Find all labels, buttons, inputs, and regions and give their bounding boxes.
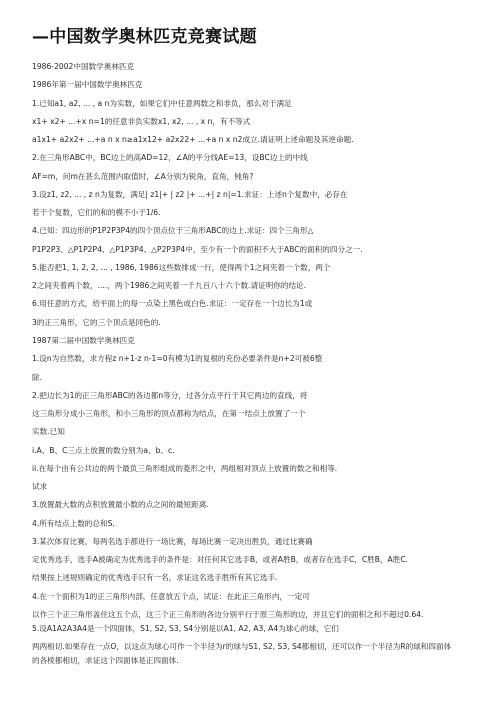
text-line: x1+ x2+ ...+x n=1的任意非负实数x1, x2, ... , x n，有不等式 [32, 116, 251, 126]
text-line: 实数.已知 [32, 427, 65, 437]
text-line: 两两相切.如果存在一点O，以这点为球心可作一个半径为r的球与S1, S2, S3, S4都相切，还可以作一个半径为R的球和四面体 [32, 642, 452, 652]
text-line: 2.把边长为1的正三角形ABC的各边都n等分，过各分点平行于其它两边的直线，将 [32, 390, 308, 400]
text-line: AF=m，问m在甚么范围内取值时，∠A分别为锐角，直角，钝角? [32, 171, 254, 181]
text-line: 5.设A1A2A3A4是一个四面体，S1, S2, S3, S4分别是以A1, A2, A3, A4为球心的球，它们 [32, 623, 339, 633]
text-line: 试求 [32, 482, 48, 492]
text-line: ii.在每个由有公共边的两个最负三角形组成的菱形之中，两组相对顶点上放置的数之和相等. [32, 463, 338, 473]
text-line: 除. [32, 372, 43, 382]
text-line: 1986-2002中国数学奥林匹克 [32, 62, 135, 71]
text-line: a1x1+ a2x2+ ...+a n x n≥a1x12+ a2x22+ ...+a n x n2成立.请证明上述命题及其逆命题. [32, 135, 354, 145]
text-line: P1P2P3、△P1P2P4、△P1P3P4、△P2P3P4中，至少有一个的面积不大于ABC的面积的四分之一. [32, 244, 363, 254]
text-line: 这三角形分成小三角形，和小三角形的顶点都称为结点，在第一结点上放置了一个 [32, 409, 306, 419]
text-line: 定优秀选手，选手A被确定为优秀选手的条件是：对任何其它选手B，或者A胜B，或者存在选手C，C胜B，A胜C. [32, 555, 409, 565]
document-body [32, 61, 478, 667]
text-line: 3.设z1, z2, ... , z n为复数，满足| z1|+ | z2 |+ ...+| z n|=1.求证：上述n个复数中，必存在 [32, 189, 348, 199]
text-line: 3.某次体育比赛，每两名选手都进行一场比赛，每场比赛一定决出胜负，通过比赛确 [32, 536, 313, 546]
text-line: 2之间夹着两个数，....，两个1986之间夹着一千九百八十六个数.请证明你的结论. [32, 281, 307, 291]
text-line: 4.已知：四边形的P1P2P3P4的四个顶点位于三角形ABC的边上.求证：四个三角形△ [32, 226, 314, 236]
text-line: 1987第二届中国数学奥林匹克 [32, 335, 135, 345]
document-title: —中国数学奥林匹克竞赛试题 [32, 27, 257, 47]
text-line: 的各棱都相切，求证这个四面体是正四面体. [32, 656, 179, 666]
text-line: i.A、B、C三点上放置的数分别为a、b、c. [32, 445, 175, 455]
text-line: 1.已知a1, a2, ... , a n为实数，如果它们中任意两数之和非负，那么对于满足 [32, 98, 292, 108]
text-line: 1986年第一届中国数学奥林匹克 [32, 80, 143, 90]
text-line: 以作三个正三角形盖住这五个点，这三个正三角形的各边分别平行于原三角形的边，并且它们的面积之和不超过0.64. [32, 609, 424, 619]
text-line: 1.设n为自然数，求方程z n+1-z n-1=0有模为1的复根的充份必要条件是n+2可被6整 [32, 354, 323, 364]
text-line: 3的正三角形，它的三个顶点是同色的. [32, 317, 161, 327]
text-line: 结果按上述规则确定的优秀选手只有一名，求证这名选手胜所有其它选手. [32, 573, 278, 583]
text-line: 3.放置最大数的点积放置最小数的点之间的最短距离. [32, 500, 209, 510]
text-line: 5.能否把1, 1, 2, 2, ... , 1986, 1986这些数排成一行，使得两个1之间夹着一个数，两个 [32, 262, 331, 272]
text-line: 2.在三角形ABC中，BC边上的高AD=12，∠A的平分线AE=13，设BC边上的中线 [32, 153, 308, 163]
text-line: 4.在一个面积为1的正三角形内部，任意放五个点，试证：在此正三角形内，一定可 [32, 591, 310, 601]
text-line: 4.所有结点上数的总和S. [32, 518, 115, 528]
text-line: 若干个复数，它们的和的模不小于1/6. [32, 208, 161, 218]
text-line: 6.用任意的方式，给平面上的每一点染上黑色或白色.求证：一定存在一个边长为1或 [32, 299, 313, 309]
